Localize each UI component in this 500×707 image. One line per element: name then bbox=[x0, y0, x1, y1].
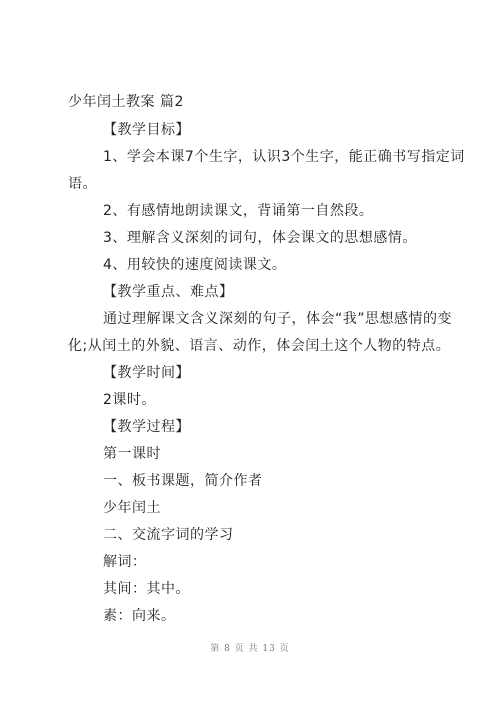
section-heading-time: 【教学时间】 bbox=[103, 365, 190, 381]
section-heading-objectives: 【教学目标】 bbox=[103, 122, 190, 138]
paragraph-line: 4、用较快的速度阅读课文。 bbox=[103, 257, 287, 273]
section-heading-process: 【教学过程】 bbox=[103, 419, 190, 435]
page-footer: 第 8 页 共 13 页 bbox=[210, 644, 290, 654]
paragraph-line: 通过理解课文含义深刻的句子，体会“我”思想感情的变 bbox=[103, 311, 453, 327]
paragraph-line: 1、学会本课7个生字，认识3个生字，能正确书写指定词 bbox=[103, 149, 465, 165]
paragraph-line: 一、板书课题，简介作者 bbox=[103, 473, 263, 489]
paragraph-line: 其间：其中。 bbox=[103, 581, 190, 597]
paragraph-line: 二、交流字词的学习 bbox=[103, 527, 234, 543]
paragraph-line: 素：向来。 bbox=[103, 608, 176, 624]
section-heading-key-points: 【教学重点、难点】 bbox=[103, 284, 234, 300]
paragraph-line: 3、理解含义深刻的词句，体会课文的思想感情。 bbox=[103, 230, 417, 246]
paragraph-line: 2课时。 bbox=[103, 392, 156, 408]
paragraph-line: 化;从闰土的外貌、语言、动作，体会闰土这个人物的特点。 bbox=[68, 338, 451, 354]
paragraph-line: 语。 bbox=[68, 176, 97, 192]
document-title: 少年闰土教案 篇2 bbox=[68, 94, 184, 110]
paragraph-line: 2、有感情地朗读课文，背诵第一自然段。 bbox=[103, 203, 374, 219]
paragraph-line: 解词： bbox=[103, 554, 147, 570]
paragraph-line: 少年闰土 bbox=[103, 500, 161, 516]
paragraph-line: 第一课时 bbox=[103, 446, 161, 462]
